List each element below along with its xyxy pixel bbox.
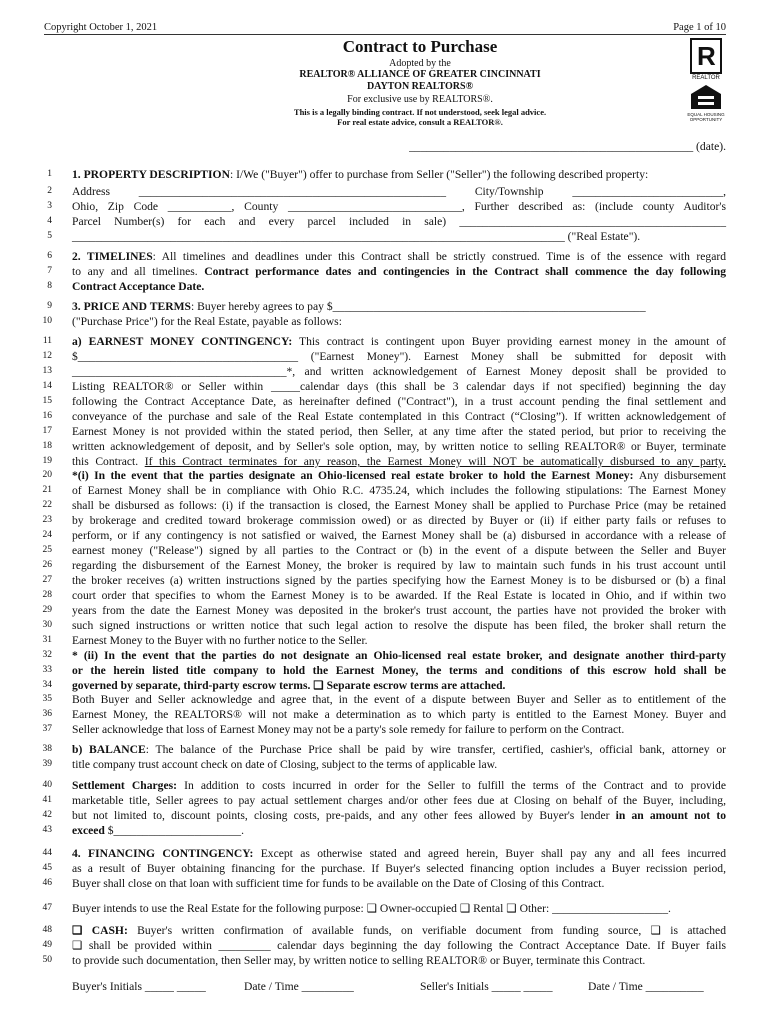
contract-line: such signed instructions or written notice that such legal action to resolve the dispute has been filed, the broker shall return the bbox=[72, 619, 726, 632]
contract-line: to provide such documentation, then Seller may, by written notice to selling REALTOR® or Buyer, terminate this Contract. bbox=[72, 954, 646, 967]
page-number: Page 1 of 10 bbox=[673, 22, 726, 33]
line-number: 12 bbox=[42, 351, 52, 361]
line-number: 37 bbox=[42, 724, 52, 734]
contract-line: $______________________________________ ("Earnest Money"). Earnest Money shall be submitted for deposit with bbox=[72, 350, 726, 363]
line-number: 35 bbox=[42, 694, 52, 704]
contract-line: regarding the disbursement of the Earnest Money, the broker is required by law to maintain such funds in his trust account until bbox=[72, 559, 726, 572]
contract-line: Parcel Number(s) for each and every parcel included in sale) ______________________________________________ bbox=[72, 215, 726, 228]
line-number: 4 bbox=[47, 216, 52, 226]
contract-line: 4. FINANCING CONTINGENCY: Except as otherwise stated and agreed herein, Buyer shall pay any and all fees incurred bbox=[72, 847, 726, 860]
line-number: 46 bbox=[42, 878, 52, 888]
contract-line: earnest money ("Release") signed by all parties to the Contract or (b) in the event of a dispute between the Seller and Buyer bbox=[72, 544, 726, 557]
line-number: 26 bbox=[42, 560, 52, 570]
copyright-text: Copyright October 1, 2021 bbox=[44, 22, 158, 33]
legal-notice-line1: This is a legally binding contract. If not understood, seek legal advice. bbox=[293, 107, 547, 117]
line-number: 13 bbox=[42, 366, 52, 376]
contract-line: Address _____________________________________________________ City/Township __________________________, bbox=[72, 185, 726, 198]
contract-line: marketable title, Seller agrees to pay actual settlement charges and/or other fees due at Closing on behalf of the Buyer, including, bbox=[72, 794, 726, 807]
contract-line: 2. TIMELINES: All timelines and deadlines under this Contract shall be strictly construed. Time is of the essence with regard bbox=[72, 250, 726, 263]
line-number: 42 bbox=[42, 810, 52, 820]
contract-line: b) BALANCE: The balance of the Purchase Price shall be paid by wire transfer, certified, cashier's, official bank, attorney or bbox=[72, 743, 726, 756]
contract-line: court order that specifies to whom the Earnest Money is to be awarded. If the Real Estate is located in Ohio, and if within two bbox=[72, 589, 726, 602]
line-number: 29 bbox=[42, 605, 52, 615]
date-time-2: Date / Time __________ bbox=[588, 980, 704, 993]
line-number: 50 bbox=[42, 955, 52, 965]
contract-line: title company trust account check on date of Closing, subject to the terms of applicable law. bbox=[72, 758, 498, 771]
contract-line: a) EARNEST MONEY CONTINGENCY: This contract is contingent upon Buyer providing earnest money in the amount of bbox=[72, 335, 726, 348]
contract-line: * (ii) In the event that the parties do not designate an Ohio-licensed real estate broker, and designate another third-party bbox=[72, 649, 726, 662]
contract-line: following the Contract Acceptance Date, as hereinafter defined ("Contract"), in a trust account pending the final settlement and bbox=[72, 395, 726, 408]
line-number: 27 bbox=[42, 575, 52, 585]
line-number: 14 bbox=[42, 381, 52, 391]
line-number: 7 bbox=[47, 266, 52, 276]
line-number: 3 bbox=[47, 201, 52, 211]
contract-line: the broker receives (a) written instructions signed by the parties specifying how the Earnest Money is to be disbursed or (b) a final bbox=[72, 574, 726, 587]
realtor-logo-icon: R bbox=[690, 38, 722, 74]
line-number: 16 bbox=[42, 411, 52, 421]
contract-line: Contract Acceptance Date. bbox=[72, 280, 205, 293]
contract-line: Ohio, Zip Code ___________, County ______________________________, Further described as: (include county Auditor's bbox=[72, 200, 726, 213]
org-name-line2: DAYTON REALTORS® bbox=[366, 81, 474, 92]
equal-housing-caption: EQUAL HOUSING OPPORTUNITY bbox=[687, 112, 725, 122]
line-number: 6 bbox=[47, 251, 52, 261]
contract-line: Earnest Money is not provided within the stated period, then Seller, at any time after the stated period, but prior to receiving the bbox=[72, 425, 726, 438]
date-time-1: Date / Time _________ bbox=[244, 980, 354, 993]
contract-line: exceed $______________________. bbox=[72, 824, 244, 837]
line-number: 48 bbox=[42, 925, 52, 935]
line-number: 23 bbox=[42, 515, 52, 525]
contract-line: Earnest Money to the Buyer with no further notice to the Seller. bbox=[72, 634, 368, 647]
line-number: 5 bbox=[47, 231, 52, 241]
contract-line: shall be disbursed as follows: (i) if the transaction is closed, the Earnest Money shall be applied to Purchase Price (may be retained bbox=[72, 499, 726, 512]
contract-line: ❑ shall be provided within _________ calendar days beginning the day following the Contract Acceptance Date. If Buyer fails bbox=[72, 939, 726, 952]
contract-line: Seller acknowledge that loss of Earnest Money may not be a party's sole remedy for failure to perform on the Contract. bbox=[72, 723, 625, 736]
line-number: 49 bbox=[42, 940, 52, 950]
realtor-logo-caption: REALTOR bbox=[692, 75, 720, 81]
line-number: 25 bbox=[42, 545, 52, 555]
contract-line: Settlement Charges: In addition to costs incurred in order for the Seller to fulfill the terms of the Contract and to provide bbox=[72, 779, 726, 792]
contract-line: Listing REALTOR® or Seller within _____calendar days (this shall be 3 calendar days if not specified) beginning the day bbox=[72, 380, 726, 393]
adopted-by-text: Adopted by the bbox=[389, 58, 451, 69]
line-number: 40 bbox=[42, 780, 52, 790]
contract-line: years from the date the Earnest Money was deposited in the broker's trust account, the parties have not provided the broker with bbox=[72, 604, 726, 617]
contract-line: of Earnest Money shall be in compliance with Ohio R.C. 4735.24, which includes the following stipulations: The Earnest Money bbox=[72, 484, 726, 497]
contract-line: by brokerage and credited toward brokerage commission owed) or as directed by Buyer or (ii) if either party fails or refuses to bbox=[72, 514, 726, 527]
line-number: 31 bbox=[42, 635, 52, 645]
org-name-line1: REALTOR® ALLIANCE OF GREATER CINCINNATI bbox=[299, 69, 541, 80]
line-number: 10 bbox=[42, 316, 52, 326]
line-number: 18 bbox=[42, 441, 52, 451]
contract-line: to any and all timelines. Contract performance dates and contingencies in the Contract shall commence the day following bbox=[72, 265, 726, 278]
line-number: 41 bbox=[42, 795, 52, 805]
contract-line: written acknowledgement of deposit, and by Seller's sole option, may, by written notice to selling REALTOR® or Buyer, terminate bbox=[72, 440, 726, 453]
line-number: 17 bbox=[42, 426, 52, 436]
line-number: 8 bbox=[47, 281, 52, 291]
line-number: 20 bbox=[42, 470, 52, 480]
line-number: 19 bbox=[42, 456, 52, 466]
equal-housing-icon bbox=[690, 84, 722, 110]
contract-line: ❑ CASH: Buyer's written confirmation of available funds, on verifiable document from funding source, ❑ is attached bbox=[72, 924, 726, 937]
line-number: 24 bbox=[42, 530, 52, 540]
contract-line: but not limited to, discount points, closing costs, pre-paids, and any other fees allowed by Buyer's lender in an amount not to bbox=[72, 809, 726, 822]
line-number: 21 bbox=[42, 485, 52, 495]
line-number: 47 bbox=[42, 903, 52, 913]
contract-line: Both Buyer and Seller acknowledge and agree that, in the event of a dispute between Buyer and Seller as to entitlement of the bbox=[72, 693, 726, 706]
contract-line: or the herein listed title company to hold the Earnest Money, the terms and conditions of this escrow hold shall be bbox=[72, 664, 726, 677]
line-number: 33 bbox=[42, 665, 52, 675]
line-number: 43 bbox=[42, 825, 52, 835]
contract-line: conveyance of the purchase and sale of the Real Estate contemplated in this Contract (“Closing”). If written acknowledgement of bbox=[72, 410, 726, 423]
line-number: 11 bbox=[42, 336, 52, 346]
line-number: 15 bbox=[42, 396, 52, 406]
date-line: _________________________________________________ (date). bbox=[409, 140, 726, 153]
line-number: 34 bbox=[42, 680, 52, 690]
contract-line: governed by separate, third-party escrow terms. ❑ Separate escrow terms are attached. bbox=[72, 679, 506, 692]
contract-line: 3. PRICE AND TERMS: Buyer hereby agrees to pay $______________________________________________________ bbox=[72, 300, 646, 313]
contract-line: _____________________________________________________________________________________ ("Real Estate"). bbox=[72, 230, 641, 243]
contract-line: as a result of Buyer obtaining financing for the purchase. If Buyer's selected financing option includes a Buyer recission period, bbox=[72, 862, 726, 875]
line-number: 28 bbox=[42, 590, 52, 600]
contract-line: 1. PROPERTY DESCRIPTION: I/We ("Buyer") offer to purchase from Seller ("Seller") the following described property: bbox=[72, 168, 649, 181]
line-number: 36 bbox=[42, 709, 52, 719]
buyer-initials: Buyer's Initials _____ _____ bbox=[72, 980, 206, 993]
contract-line: Buyer shall close on that loan with sufficient time for funds to be available on the Date of Closing of this Contract. bbox=[72, 877, 605, 890]
document-title: Contract to Purchase bbox=[342, 37, 498, 56]
line-number: 30 bbox=[42, 620, 52, 630]
contract-line: Earnest Money, the REALTORS® will not make a determination as to which party is entitled to the Earnest Money. Buyer and bbox=[72, 708, 726, 721]
contract-line: this Contract. If this Contract terminates for any reason, the Earnest Money will NOT be automatically disbursed to any party. bbox=[72, 455, 726, 468]
contract-line: _____________________________________*, and written acknowledgement of Earnest Money deposit shall be provided to bbox=[72, 365, 726, 378]
line-number: 32 bbox=[42, 650, 52, 660]
legal-notice-line2: For real estate advice, consult a REALTOR®. bbox=[337, 117, 503, 127]
contract-line: Buyer intends to use the Real Estate for the following purpose: ❑ Owner-occupied ❑ Rental ❑ Other: ____________________. bbox=[72, 902, 671, 915]
contract-line: ("Purchase Price") for the Real Estate, payable as follows: bbox=[72, 315, 342, 328]
line-number: 44 bbox=[42, 848, 52, 858]
line-number: 1 bbox=[47, 169, 52, 179]
exclusive-use-text: For exclusive use by REALTORS®. bbox=[347, 94, 493, 105]
line-number: 38 bbox=[42, 744, 52, 754]
line-number: 45 bbox=[42, 863, 52, 873]
contract-line: perform, or if any contingency is not satisfied or waived, the Earnest Money shall be (a) disbursed in accordance with a release of bbox=[72, 529, 726, 542]
line-number: 9 bbox=[47, 301, 52, 311]
contract-line: *(i) In the event that the parties designate an Ohio-licensed real estate broker to hold the Earnest Money: Any disbursement bbox=[72, 469, 726, 482]
line-number: 2 bbox=[47, 186, 52, 196]
seller-initials: Seller's Initials _____ _____ bbox=[420, 980, 553, 993]
header-rule bbox=[44, 34, 726, 35]
line-number: 22 bbox=[42, 500, 52, 510]
line-number: 39 bbox=[42, 759, 52, 769]
